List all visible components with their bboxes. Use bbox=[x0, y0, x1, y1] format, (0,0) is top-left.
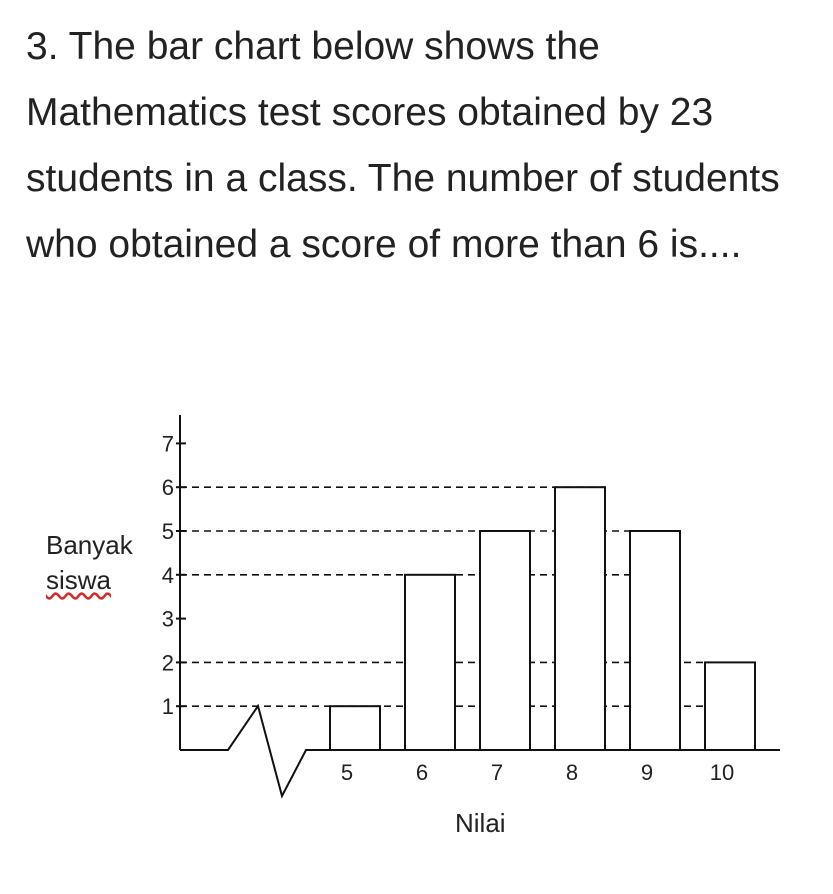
x-tick-label-9: 9 bbox=[640, 760, 654, 785]
bar-6 bbox=[405, 575, 455, 750]
x-tick-label-5: 5 bbox=[340, 760, 354, 785]
bars bbox=[330, 487, 755, 750]
bar-10 bbox=[705, 662, 755, 750]
bar-chart bbox=[0, 380, 833, 800]
x-tick-label-8: 8 bbox=[565, 760, 579, 785]
y-tick-label-3: 3 bbox=[161, 606, 174, 632]
question-text: 3. The bar chart below shows the Mathematics test scores obtained by 23 students in a class. The number of students who obtained a score of more than 6 is.... bbox=[26, 25, 780, 266]
y-tick-label-6: 6 bbox=[161, 475, 174, 501]
x-tick-label-7: 7 bbox=[490, 760, 504, 785]
bar-5 bbox=[330, 706, 380, 750]
x-tick-label-10: 10 bbox=[709, 760, 735, 785]
x-ticks bbox=[341, 760, 734, 785]
y-tick-label-5: 5 bbox=[161, 519, 174, 544]
y-tick-label-4: 4 bbox=[161, 562, 174, 588]
bar-8 bbox=[555, 487, 605, 750]
bar-9 bbox=[630, 531, 680, 750]
y-tick-label-7: 7 bbox=[161, 431, 174, 457]
x-axis-label: Nilai bbox=[455, 808, 506, 838]
x-tick-label-6: 6 bbox=[415, 760, 429, 785]
y-tick-label-1: 1 bbox=[161, 694, 174, 720]
bar-7 bbox=[480, 531, 530, 750]
y-ticks bbox=[162, 431, 186, 719]
y-axis-label-line2: siswa bbox=[46, 565, 112, 595]
y-tick-label-2: 2 bbox=[161, 650, 174, 676]
y-axis-label-line1: Banyak bbox=[46, 530, 133, 560]
